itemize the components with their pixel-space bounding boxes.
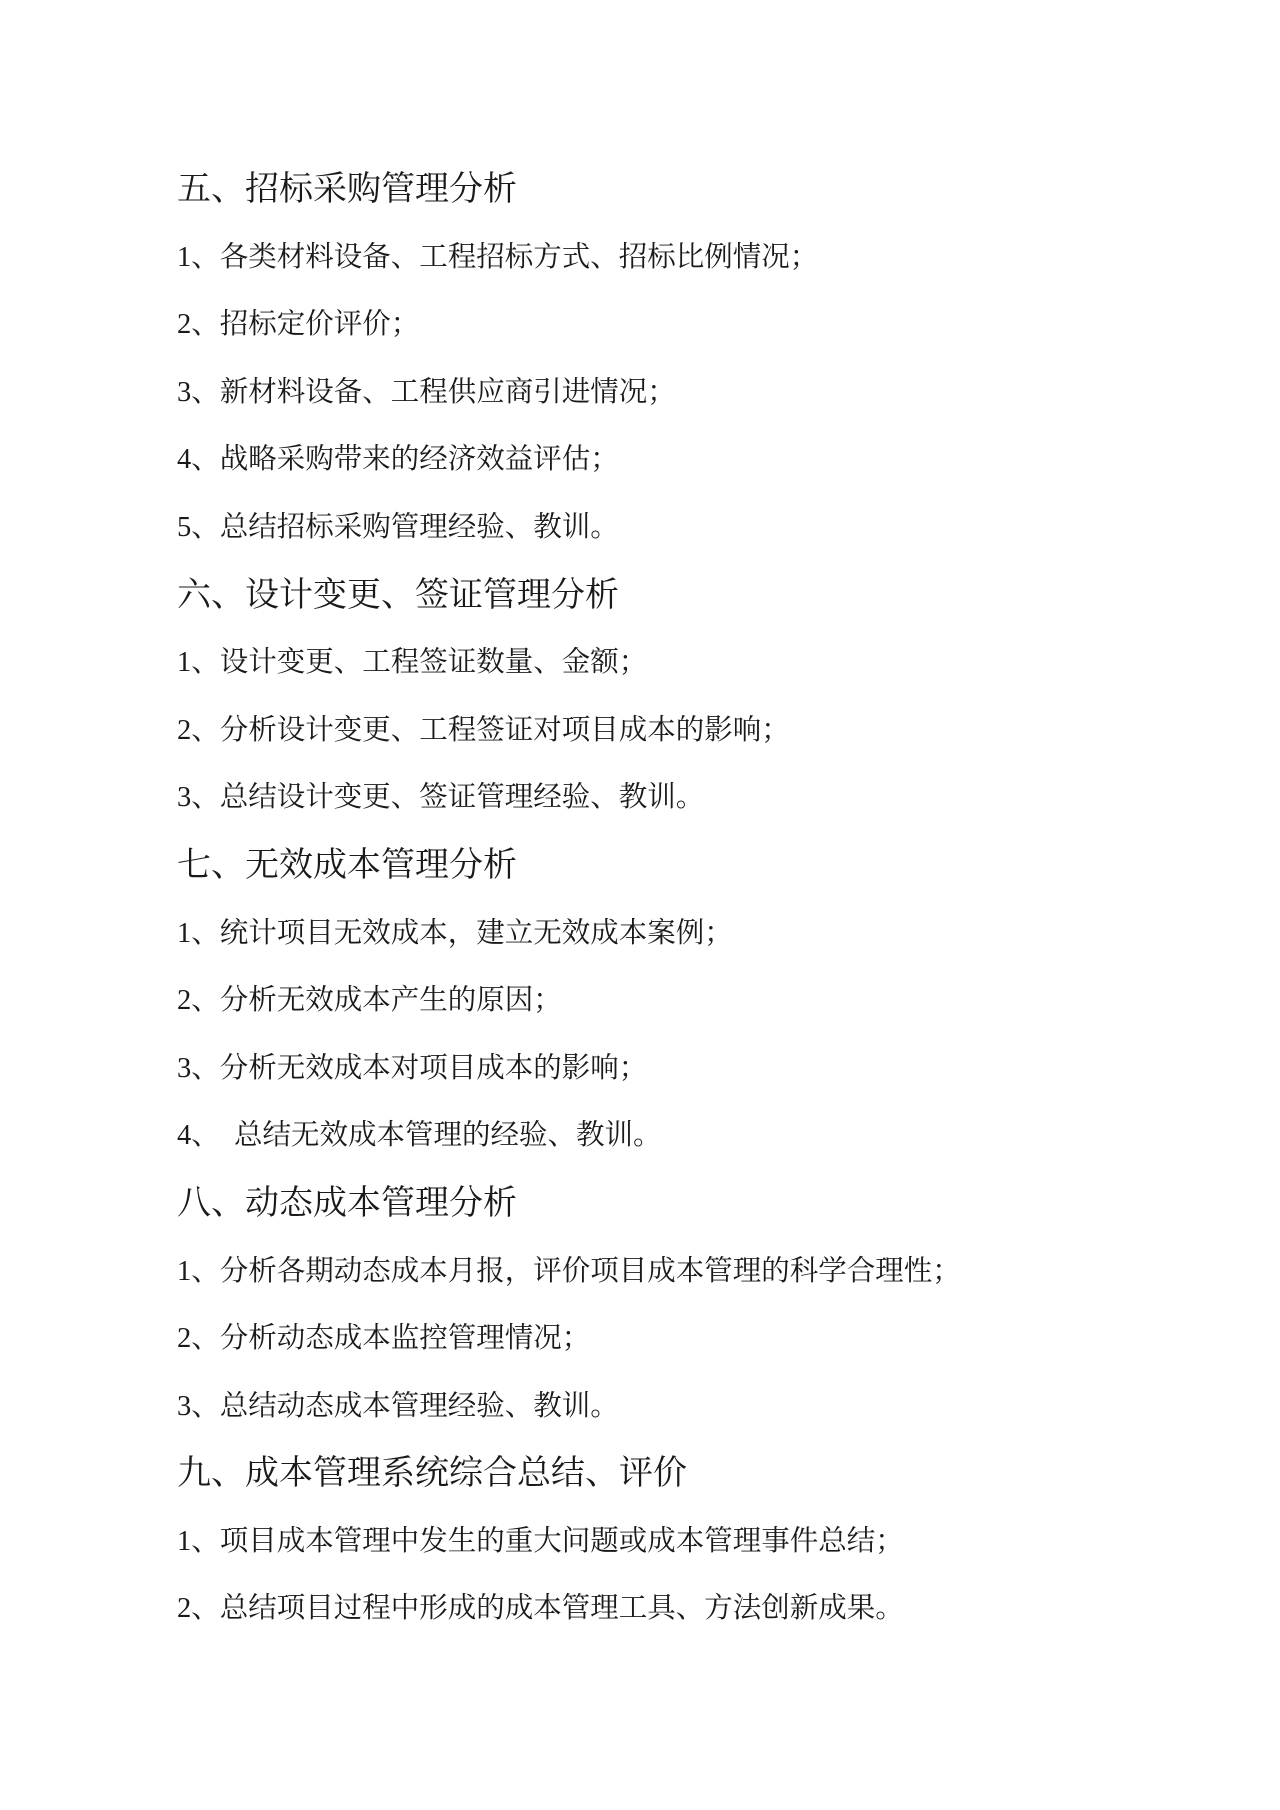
list-item: 2、总结项目过程中形成的成本管理工具、方法创新成果。	[177, 1593, 904, 1625]
list-item: 1、统计项目无效成本，建立无效成本案例；	[177, 917, 733, 949]
section-heading: 七、无效成本管理分析	[177, 846, 517, 884]
list-item: 2、分析无效成本产生的原因；	[177, 985, 562, 1017]
section-heading: 五、招标采购管理分析	[177, 171, 517, 208]
list-item: 1、各类材料设备、工程招标方式、招标比例情况；	[177, 241, 819, 273]
document-body	[177, 156, 1177, 1643]
list-item: 3、总结设计变更、签证管理经验、教训。	[177, 782, 705, 814]
section-heading: 九、成本管理系统综合总结、评价	[177, 1455, 687, 1493]
list-item: 2、分析动态成本监控管理情况；	[177, 1323, 591, 1355]
list-item: 3、新材料设备、工程供应商引进情况；	[177, 376, 676, 408]
list-item: 4、战略采购带来的经济效益评估；	[177, 444, 619, 476]
section-heading: 六、设计变更、签证管理分析	[177, 576, 619, 614]
list-item: 1、分析各期动态成本月报，评价项目成本管理的科学合理性；	[177, 1255, 961, 1287]
section-heading: 八、动态成本管理分析	[177, 1184, 517, 1222]
list-item: 3、总结动态成本管理经验、教训。	[177, 1390, 619, 1422]
list-item: 1、项目成本管理中发生的重大问题或成本管理事件总结；	[177, 1525, 904, 1557]
list-item: 1、设计变更、工程签证数量、金额；	[177, 647, 648, 679]
list-item: 5、总结招标采购管理经验、教训。	[177, 511, 619, 543]
list-item: 2、分析设计变更、工程签证对项目成本的影响；	[177, 714, 790, 746]
list-item: 4、 总结无效成本管理的经验、教训。	[177, 1120, 662, 1152]
list-item: 3、分析无效成本对项目成本的影响；	[177, 1052, 648, 1084]
list-item: 2、招标定价评价；	[177, 309, 420, 341]
